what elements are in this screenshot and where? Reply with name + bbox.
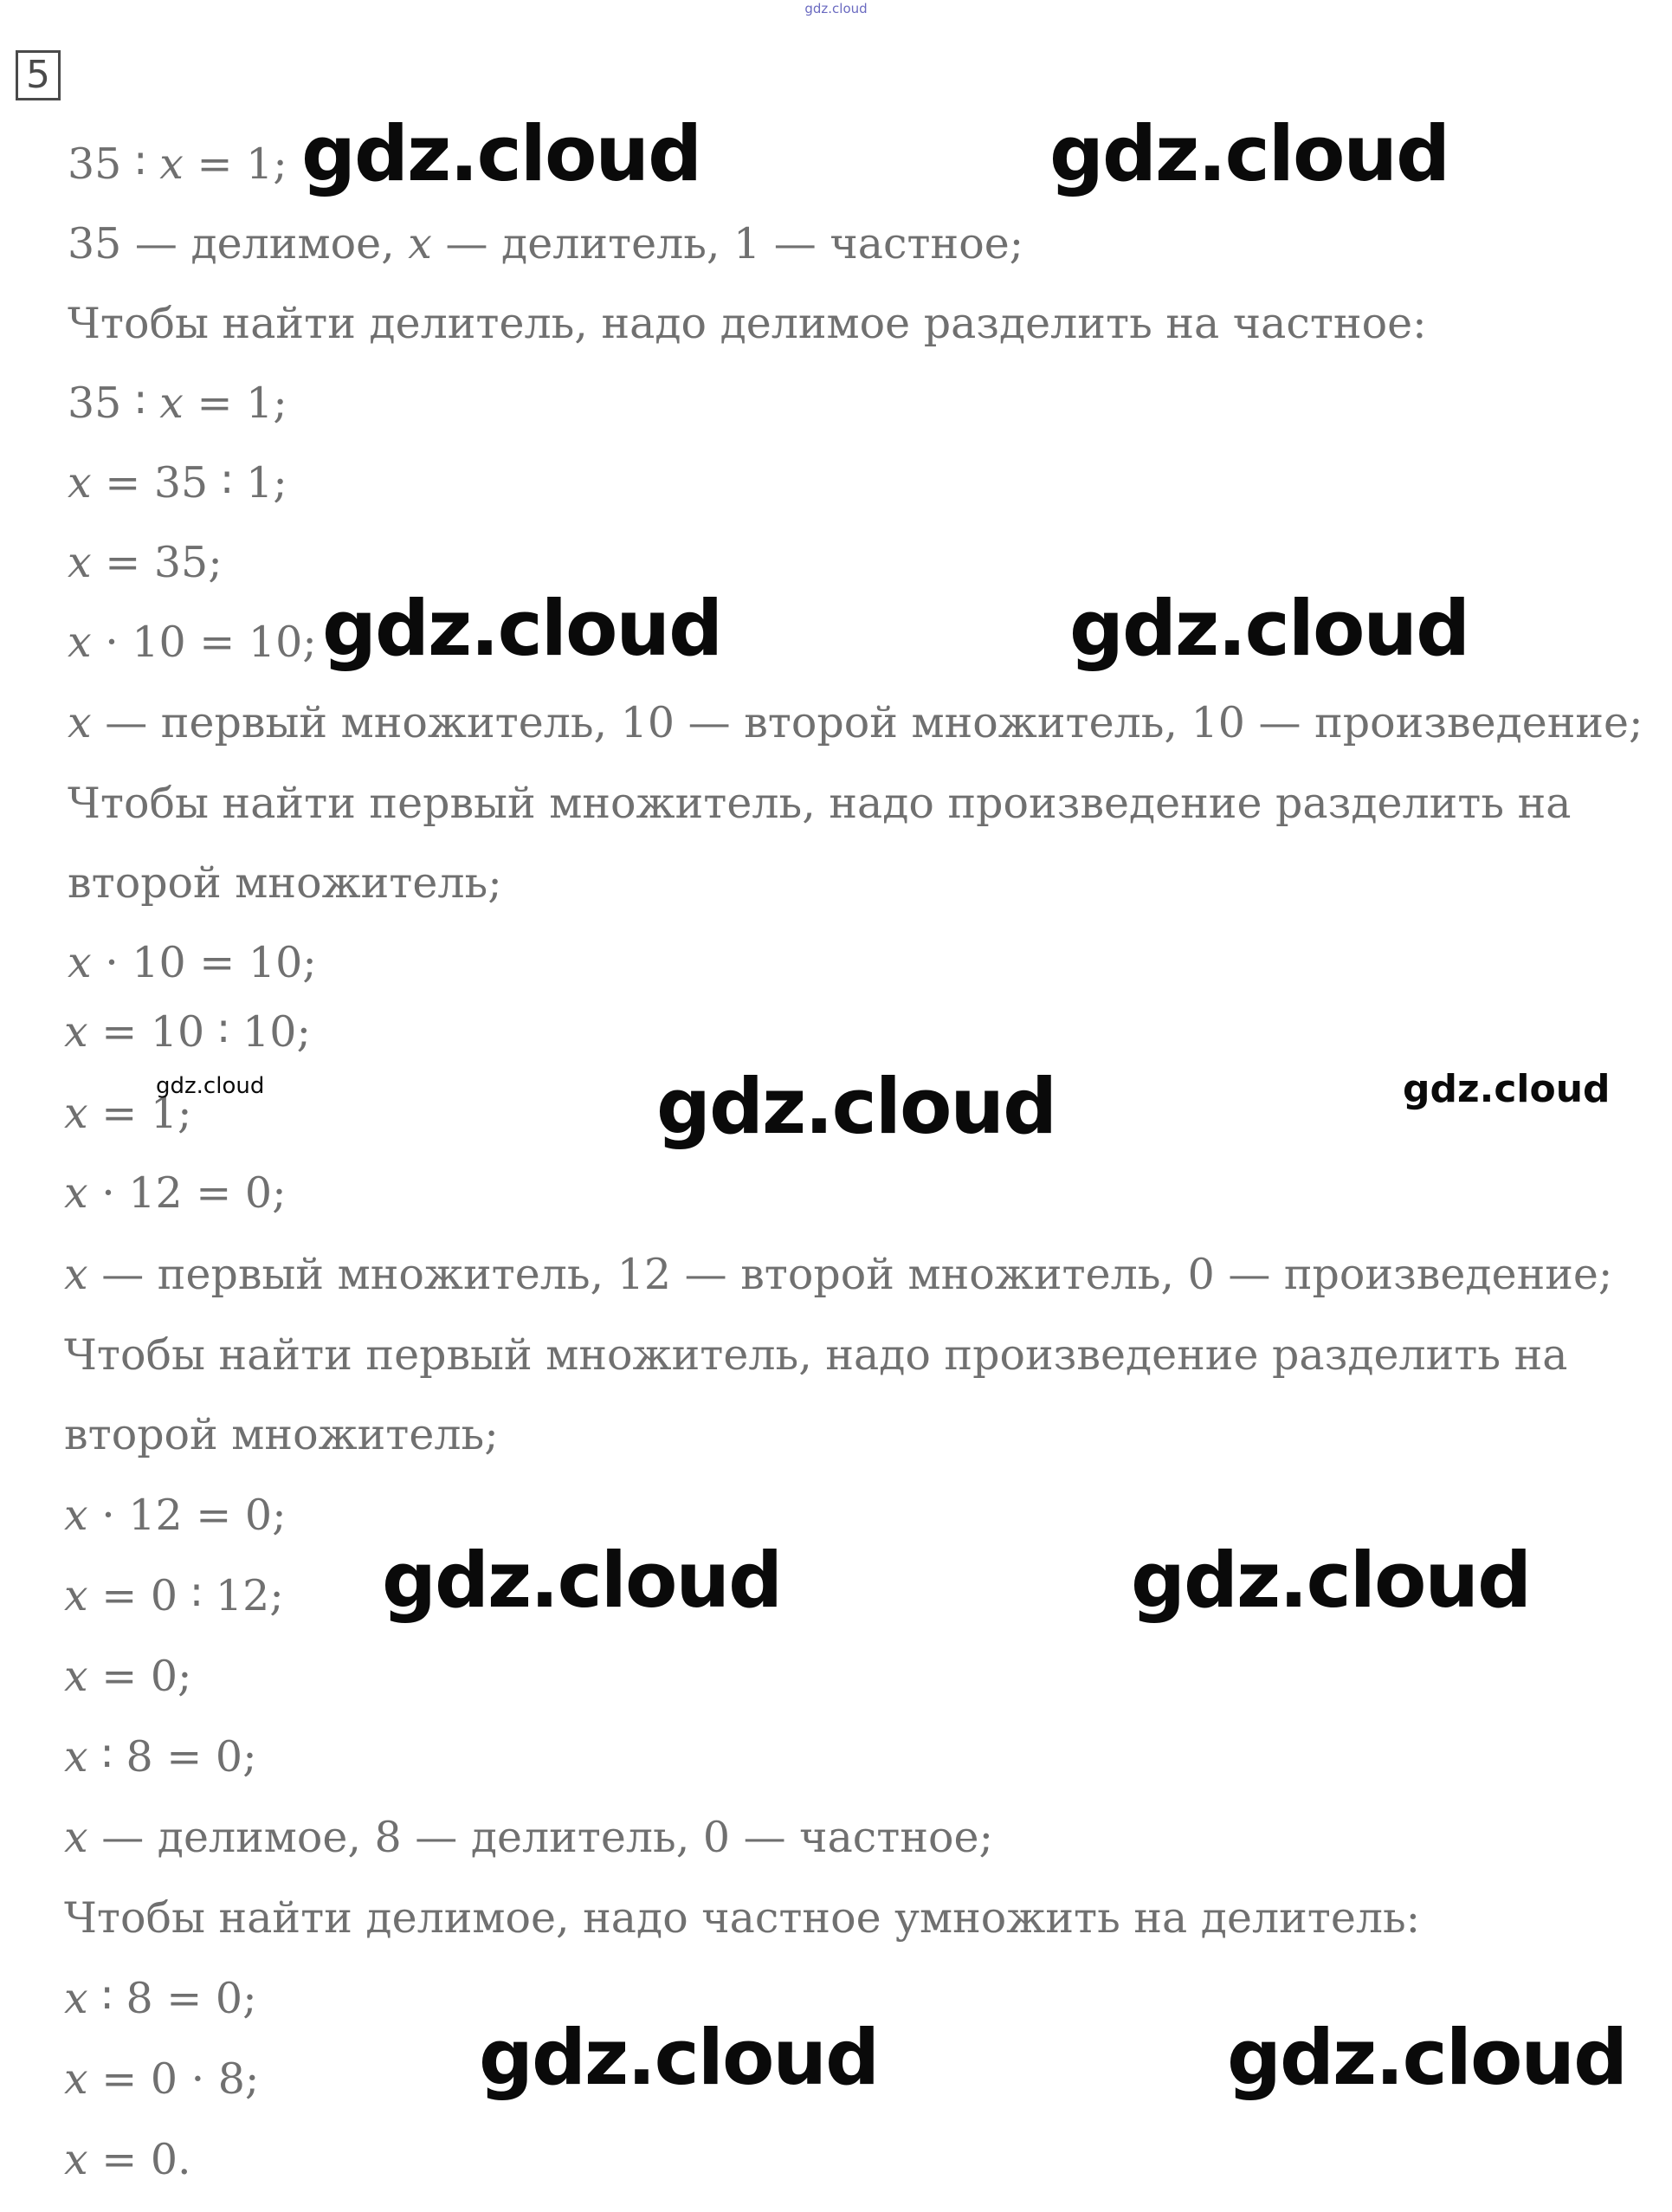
- variable-x: x: [64, 1732, 88, 1782]
- line-text: = 35;: [91, 538, 223, 587]
- variable-x: x: [64, 1250, 88, 1299]
- line-text: — первый множитель, 10 — второй множитель, 10 — произведение;: [91, 698, 1643, 747]
- solution-line: [68, 537, 223, 589]
- variable-x: x: [159, 139, 184, 189]
- variable-x: x: [64, 1974, 88, 2023]
- variable-x: x: [64, 1491, 88, 1540]
- line-text: = 1;: [183, 378, 287, 428]
- line-text: Чтобы найти первый множитель, надо произведение разделить на: [64, 1330, 1568, 1380]
- watermark-tiny: gdz.cloud: [156, 1073, 265, 1099]
- variable-x: x: [159, 378, 184, 428]
- variable-x: x: [64, 1089, 88, 1138]
- solution-line: [64, 1006, 311, 1058]
- variable-x: x: [64, 1007, 88, 1057]
- line-text: 35 — делимое,: [68, 219, 409, 268]
- solution-line: [68, 857, 502, 909]
- line-text: Чтобы найти делимое, надо частное умножить на делитель:: [64, 1893, 1421, 1943]
- line-text: второй множитель;: [68, 858, 502, 908]
- line-text: Чтобы найти первый множитель, надо произведение разделить на: [68, 779, 1572, 828]
- line-text: ∶ 8 = 0;: [87, 1974, 257, 2023]
- line-text: — первый множитель, 12 — второй множитель, 0 — произведение;: [87, 1250, 1613, 1299]
- variable-x: x: [64, 1652, 88, 1701]
- watermark-medium: gdz.cloud: [1403, 1067, 1611, 1111]
- solution-line: [68, 617, 317, 669]
- line-text: второй множитель;: [64, 1410, 499, 1459]
- line-text: = 0 ∶ 12;: [87, 1571, 284, 1620]
- line-text: Чтобы найти делитель, надо делимое разделить на частное:: [68, 299, 1427, 348]
- solution-line: [68, 457, 287, 509]
- solution-line: [68, 937, 317, 989]
- solution-line: [64, 1651, 192, 1703]
- line-text: · 12 = 0;: [87, 1491, 287, 1540]
- solution-line: [64, 1892, 1420, 1944]
- solution-line: [64, 1812, 993, 1864]
- variable-x: x: [68, 458, 92, 508]
- solution-line: [64, 1570, 284, 1622]
- watermark: gdz.cloud: [656, 1062, 1056, 1151]
- line-text: = 1;: [87, 1089, 192, 1138]
- line-text: = 0 · 8;: [87, 2054, 260, 2104]
- line-text: · 10 = 10;: [91, 618, 317, 667]
- variable-x: x: [64, 1571, 88, 1620]
- watermark: gdz.cloud: [479, 2013, 879, 2102]
- line-text: 35 ∶: [68, 139, 160, 189]
- solution-line: [68, 697, 1643, 749]
- solution-line: [68, 139, 287, 191]
- watermark: gdz.cloud: [1049, 109, 1449, 198]
- variable-x: x: [68, 698, 92, 747]
- line-text: — делимое, 8 — делитель, 0 — частное;: [87, 1813, 994, 1862]
- solution-line: [68, 378, 287, 430]
- variable-x: x: [68, 938, 92, 987]
- variable-x: x: [64, 1813, 88, 1862]
- watermark: gdz.cloud: [1131, 1536, 1531, 1625]
- line-text: — делитель, 1 — частное;: [431, 219, 1024, 268]
- line-text: = 35 ∶ 1;: [91, 458, 287, 508]
- solution-line: [64, 2134, 191, 2186]
- solution-line: [68, 218, 1023, 270]
- solution-line: [64, 1731, 257, 1783]
- task-number-badge: 5: [16, 50, 61, 100]
- line-text: ∶ 8 = 0;: [87, 1732, 257, 1782]
- watermark: gdz.cloud: [382, 1536, 782, 1625]
- line-text: = 0.: [87, 2135, 191, 2184]
- solution-line: [64, 2054, 259, 2105]
- solution-line: [64, 1329, 1568, 1381]
- erased-patch: [394, 1031, 619, 1143]
- line-text: 35 ∶: [68, 378, 160, 428]
- line-text: · 12 = 0;: [87, 1168, 287, 1218]
- variable-x: x: [408, 219, 432, 268]
- watermark: gdz.cloud: [301, 109, 701, 198]
- variable-x: x: [64, 2054, 88, 2104]
- header-watermark: gdz.cloud: [804, 1, 868, 16]
- solution-line: [64, 1490, 287, 1542]
- solution-line: [68, 778, 1572, 830]
- watermark: gdz.cloud: [322, 584, 722, 673]
- solution-line: [64, 1167, 287, 1219]
- solution-line: [64, 1409, 499, 1461]
- solution-line: [68, 298, 1427, 350]
- variable-x: x: [68, 618, 92, 667]
- solution-line: [64, 1973, 257, 2025]
- line-text: = 1;: [183, 139, 287, 189]
- variable-x: x: [64, 2135, 88, 2184]
- solution-line: [64, 1249, 1612, 1301]
- line-text: = 10 ∶ 10;: [87, 1007, 311, 1057]
- line-text: = 0;: [87, 1652, 192, 1701]
- watermark: gdz.cloud: [1069, 584, 1469, 673]
- watermark: gdz.cloud: [1227, 2013, 1627, 2102]
- line-text: · 10 = 10;: [91, 938, 317, 987]
- variable-x: x: [68, 538, 92, 587]
- variable-x: x: [64, 1168, 88, 1218]
